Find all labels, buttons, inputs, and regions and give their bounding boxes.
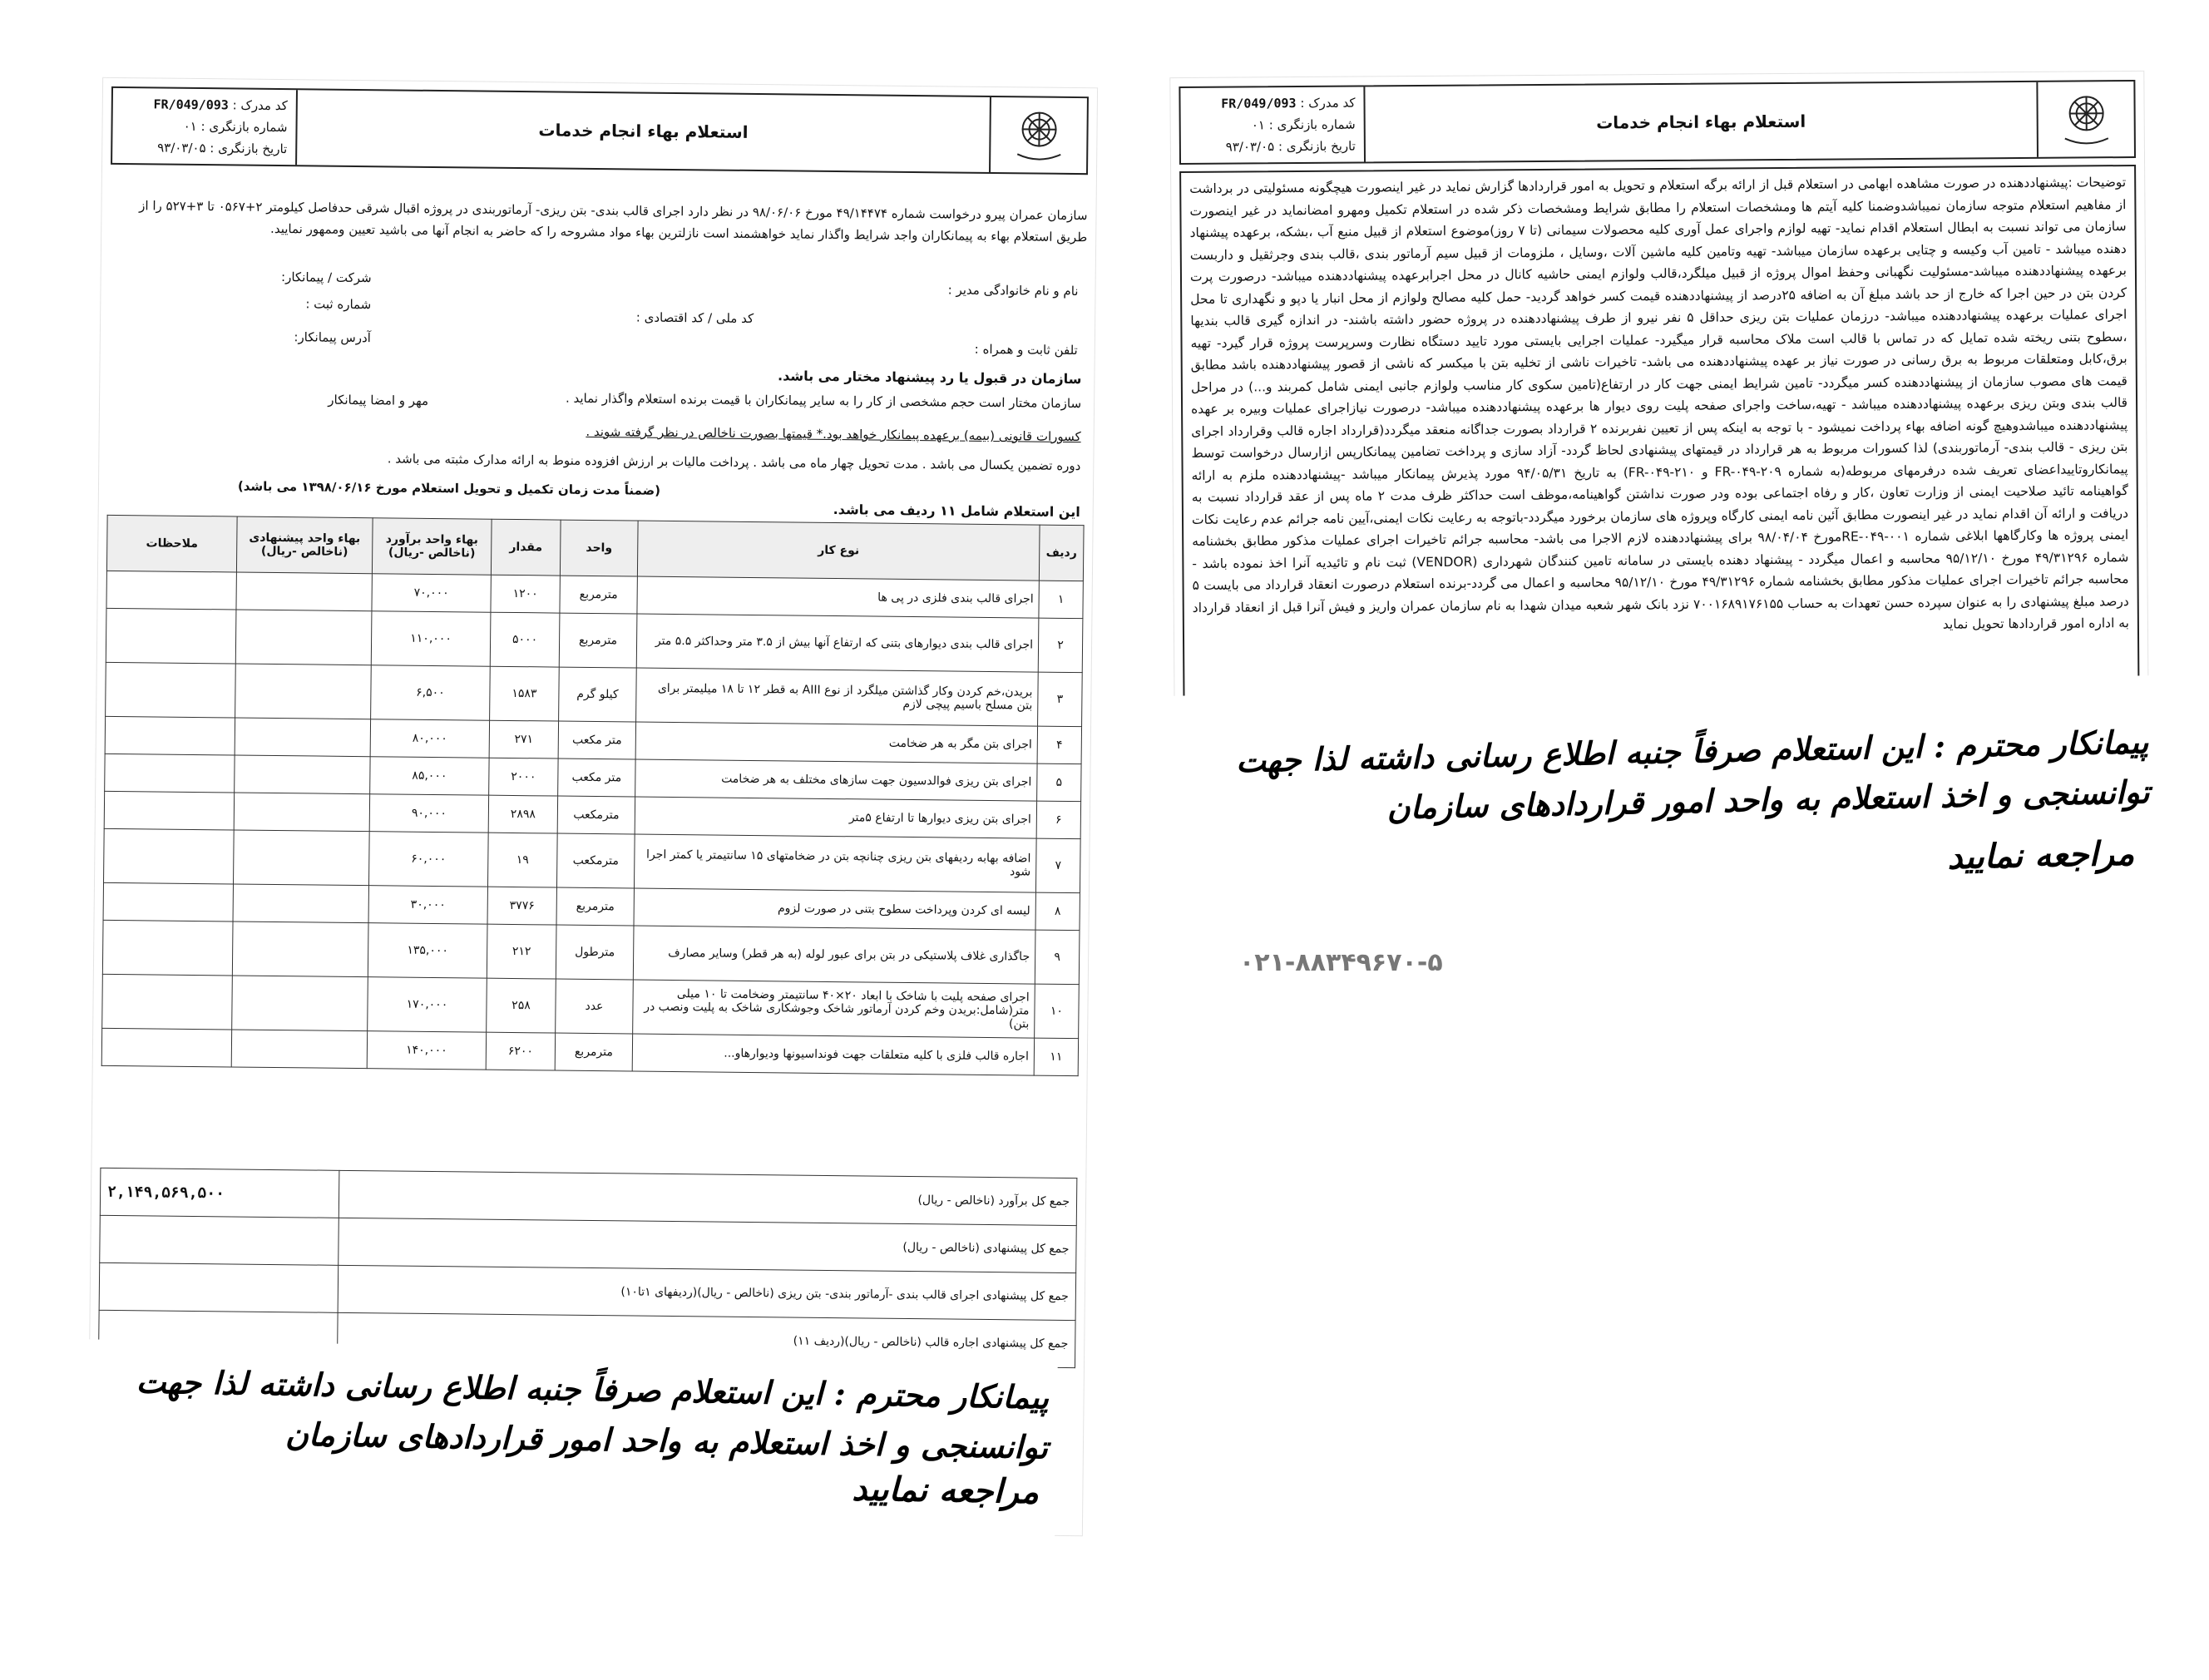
cell-row-number: ۷: [1035, 838, 1080, 893]
cell-notes: [102, 974, 233, 1030]
cell-unit: مترطول: [556, 925, 634, 980]
phone-label: تلفن ثابت و همراه :: [974, 341, 1078, 358]
sum-label: جمع کل پیشنهادی (ناخالص - ریال): [339, 1218, 1077, 1272]
cell-qty: ۲۰۰۰: [489, 758, 558, 796]
cell-notes: [104, 828, 235, 884]
form-meta-right: [1180, 86, 1364, 163]
cell-work: بریدن،خم کردن وکار گذاشتن میلگرد از نوع AIII به قطر ۱۲ تا ۱۸ میلیمتر برای بتن مسلح باسیم پیچی لازم: [636, 668, 1039, 726]
col-notes: ملاحظات: [106, 515, 237, 572]
cell-offer-price: [234, 830, 370, 886]
cell-qty: ۱۲۰۰: [491, 575, 560, 613]
col-unit: واحد: [560, 520, 638, 576]
form-header-right: [1179, 80, 2136, 165]
sums-table: [98, 1168, 1077, 1368]
right-form-sheet: [1170, 72, 2147, 723]
table-row: [102, 920, 1080, 984]
cell-qty: ۱۹: [487, 833, 557, 887]
cell-notes: [101, 1028, 231, 1067]
watermark-phone: ۰۲۱-۸۸۳۴۹۶۷۰-۵: [1239, 948, 1443, 977]
cell-row-number: ۱: [1039, 581, 1083, 619]
cell-qty: ۲۱۲: [487, 924, 556, 979]
handwritten-line1-left: پیمانکار محترم : این استعلام صرفاً جنبه اطلاع رسانی داشته لذا جهت توانسنجی و اخذ استعلام به واحد امور قراردادهای سازمان: [136, 1362, 1050, 1466]
col-est-price: بهاء واحد برآورد (ناخالص -ریال): [372, 518, 492, 575]
table-row: [106, 662, 1083, 726]
cell-offer-price: [232, 922, 368, 977]
logo-icon: [1006, 106, 1073, 165]
cell-row-number: ۱۱: [1034, 1038, 1078, 1076]
doc-code-label: کد مدرک :: [232, 97, 288, 114]
revision-label: شماره بازنگری :: [1268, 116, 1356, 133]
cell-est-price: ۸۵,۰۰۰: [370, 757, 489, 795]
handwritten-line2: مراجعه نمایید: [1946, 833, 2135, 877]
notes-paragraph: توضیحات :پیشنهاددهنده در صورت مشاهده ابهامی در استعلام قبل از ارائه برگه استعلام و تحویل به امور قراردادها گزارش نماید در غیر اینصورت هیچگونه مسئولیتی در برداشت از مفاهیم استعلام متوجه سازمان نمیباشدوضمنا کلیه آیتم ها ومشخصات استعلام را مطابق شرایط ومشخصات ذکر شده در استعلام تکمیل ومهرو امضانماید در غیر اینصورت سازمان می تواند نسبت به ابطال استعلام اقدام نماید- تهیه لوازم واجرای عمل آوری کلیه محصولات سیمانی (تا ۷ روز)موضوع استعلام از قبیل منبع آب ،بشکه، برعهده پیشنهاد دهنده میباشد - تامین آب وکیسه و چتایی برعهده سازمان میباشد- تهیه وتامین کلیه ماشین آلات ،وسایل ، ملزومات از قبیل سیم آرماتور بندی ،قالب بندی وجرثقیل و داربست برعهده پیشنهاددهنده میباشد-مسئولیت نگهبانی وحفظ اموال پروژه از قبیل میلگرد،قالب ولوازم ایمنی حاشیه کانال در محل اجرابرعهده پیشنهاددهنده میباشد- درصورت پرت کردن بتن در حین اجرا که خارج از حد باشد مبلغ آن به اضافه ۲۵درصد از پیشنهاددهنده قیمت کسر خواهد گردید- حمل کلیه مصالح ولوازم از محل انبار یا دپو و نگهداری تا محل اجرای عملیات برعهده پیشنهاددهنده میباشد- درزمان عملیات بتن ریزی حداقل ۵ نفر نیرو از طرف پیشنهاددهنده در پروژه حضور داشته باشند- در اندازه گیری قالب بندیها ،سطوح بتنی ریخته شده تمایل که در تماس با قالب است ملاک محاسبه قرار میگیرد- عملیات اجرایی بایستی مورد تایید دستگاه نظارت وسرپرست پروژه قرار گیرد- تهیه برق،کابل ومتعلقات مربوط به برق رسانی در صورت نیاز بر عهده پیشنهاددهنده می باشد- تاخیرات ناشی از تخلیه بتن با میکسر که ناشی از قصور پیشنهاددهنده باشد مطابق قیمت های مصوب سازمان از پیشنهاددهنده کسر میگردد- تامین شرایط ایمنی جهت کار در ارتفاع(تامین سکوی کار مناسب ولوازم جانبی ایمنی شامل کمربند و...) در مراحل قالب بندی وبتن ریزی برعهده پیشنهاددهنده میباشد - تهیه،ساخت واجرای صفحه پلیت روی دیوار ها برعهده پیشنهاددهنده میباشد- درصورت نیازاجرای عملیات وبیره بر عهده پیشنهاددهنده میباشدوهیچ گونه اضافه بهاء پرداخت نمیشود - با توجه به اینکه پس از تعیین نفربرنده ۲ قرارداد بصورت جداگانه منعقد میگردد(قرارداد اجاره قالب وقرارداد اجرای بتن ریزی - قالب بندی- آرماتوربندی) لذا کسورات مربوط به هر قرارداد در قیمتهای پیشنهادی لحاظ گردد- آزاد سازی و پرداخت تضامین پیمانکارپس ازارسال درخواست توسط پیمانکاروتاییداعضای تعریف شده درفرمهای مربوطه(به شماره FR-۰۴۹-۲۰۹ و FR-۰۴۹-۲۱۰) به تاریخ ۹۴/۰۵/۳۱ مورد پذیرش پیمانکار میباشد -پیشنهاددهنده ملزم به ارائه گواهینامه تائید صلاحیت ایمنی از وزارت تعاون ،کار و رفاه اجتماعی بوده ودر صورت نداشتن گواهینامه،موظف است حداکثر ظرف مدت ۲ ماه پس از عقد قرارداد نسبت به دریافت و ارائه آن اقدام نماید در غیر اینصورت مطابق آئین نامه ایمنی کارگاه وپروژه های سازمان برخورد میگردد-باتوجه به رعایت نکات ایمنی،آیین نامه جرائم عدم رعایت نکات ایمنی پروژه ها وکارگاهها ابلاغی شماره RE-۰۴۹-۰۰۱مورخ ۹۸/۰۴/۰۴ برای پیشنهاددهنده لازم الاجرا می باشد- محاسبه جرائم تاخیرات اجرای عملیات مذکور مطابق بخشنامه شماره ۴۹/۳۱۲۹۶ مورخ ۹۵/۱۲/۱۰ محاسبه و اعمال میگردد - پیشنهاد دهنده بایستی در سامانه تامین کنندگان شهرداری (VENDOR) ثبت نام و تائیدیه آنرا اخذ نموده باشد - محاسبه جرائم تاخیرات اجرای عملیات مذکور مطابق بخشنامه شماره ۴۹/۳۱۲۹۶ مورخ ۹۵/۱۲/۱۰ محاسبه و اعمال می گردد-برنده استعلام درصورت انعقاد قرارداد می بایست ۵ درصد مبلغ پیشنهادی را به عنوان سپرده حسن تعهدات به حساب ۷۰۰۱۶۸۹۱۷۶۱۵۵ نزد بانک شهر شعبه میدان شهدا به نام سازمان عمران واریز و فیش آنرا قبل از انعقاد قرارداد به اداره امور قراردادها تحویل نماید: [1179, 165, 2140, 713]
cell-est-price: ۶۰,۰۰۰: [368, 832, 488, 887]
form-header: [111, 86, 1089, 175]
cell-qty: ۲۷۱: [489, 720, 558, 758]
table-row: [106, 608, 1083, 672]
cell-row-number: ۹: [1035, 930, 1080, 985]
cell-offer-price: [233, 884, 368, 923]
cell-qty: ۲۵۸: [487, 978, 556, 1033]
cell-qty: ۲۸۹۸: [488, 795, 557, 833]
cell-notes: [106, 662, 236, 718]
cell-est-price: ۱۴۰,۰۰۰: [367, 1031, 486, 1070]
cell-row-number: ۵: [1037, 763, 1081, 802]
cell-est-price: ۱۳۵,۰۰۰: [368, 923, 487, 978]
cell-qty: ۵۰۰۰: [490, 612, 560, 667]
cell-work: لیسه ای کردن وپرداخت سطوح بتنی در صورت لزوم: [634, 888, 1035, 930]
col-row: ردیف: [1039, 525, 1084, 581]
cell-est-price: ۶,۵۰۰: [371, 665, 491, 720]
revision-number: ۰۱: [183, 118, 197, 134]
doc-code-label: کد مدرک :: [1300, 95, 1356, 111]
cell-est-price: ۷۰,۰۰۰: [372, 574, 491, 612]
cell-row-number: ۶: [1036, 801, 1080, 839]
cell-offer-price: [231, 1030, 367, 1069]
cell-notes: [102, 920, 233, 976]
cell-unit: عدد: [556, 979, 634, 1034]
cell-work: جاگذاری غلاف پلاستیکی در بتن برای عبور لوله (به هر قطر) وسایر مصارف: [633, 926, 1035, 984]
cell-row-number: ۴: [1037, 726, 1081, 764]
cell-unit: مترمربع: [560, 576, 637, 614]
deductions-line: کسورات قانونی (بیمه) برعهده پیمانکار خواهد بود.* قیمتها بصورت ناخالص در نظر گرفته شوند .: [586, 423, 1081, 445]
cell-notes: [105, 754, 235, 793]
cell-qty: ۳۷۷۶: [487, 887, 556, 925]
volume-line: سازمان مختار است حجم مشخصی از کار را به سایر پیمانکاران با قیمت برنده استعلام واگذار نماید .: [565, 390, 1082, 412]
intro-paragraph: سازمان عمران پیرو درخواست شماره ۴۹/۱۴۴۷۴ مورخ ۹۸/۰۶/۰۶ در نظر دارد اجرای قالب بندی- بتن ریزی- آرماتوربندی در پروژه اقبال شرقی حدفاصل کیلومتر ۲+۰۵۶۷ تا ۳+۵۲۷ را از طریق استعلام بهاء به پیمانکاران واجد شرایط واگذار نماید خواهشمند است نازلترین بهاء مواد مشروحه را که حاضر به انجام آنها می باشید تعیین وممهور نمایید.: [139, 198, 1088, 245]
cell-unit: مترمربع: [555, 1033, 632, 1071]
municipality-logo-right: [2036, 82, 2134, 157]
registration-label: شماره ثبت :: [305, 296, 372, 313]
left-form-sheet: [88, 78, 1097, 1535]
cell-row-number: ۸: [1035, 892, 1080, 931]
cell-notes: [103, 882, 233, 922]
cell-unit: متر مکعب: [558, 721, 635, 759]
address-label: آدرس پیمانکار:: [294, 329, 371, 346]
cell-offer-price: [235, 755, 370, 794]
col-qty: مقدار: [491, 519, 561, 576]
cell-unit: مترمکعب: [557, 796, 635, 834]
table-row: [104, 828, 1081, 892]
cell-offer-price: [236, 572, 372, 611]
cell-work: اجرای بتن ریزی فوالدسیون جهت سازهای مختلف به هر ضخامت: [635, 759, 1037, 801]
cell-qty: ۶۲۰۰: [486, 1032, 555, 1070]
cell-notes: [105, 716, 235, 755]
sum-amount: [100, 1215, 339, 1265]
cell-row-number: ۱۰: [1035, 984, 1080, 1039]
cell-offer-price: [232, 976, 368, 1031]
cell-work: اجاره قالب فلزی با کلیه متعلقات جهت فونداسیونها ودیوارهاو...: [632, 1034, 1034, 1075]
cell-unit: مترمکعب: [556, 833, 635, 888]
cell-est-price: ۳۰,۰۰۰: [368, 886, 487, 924]
cell-row-number: ۳: [1038, 672, 1083, 727]
cell-est-price: ۹۰,۰۰۰: [369, 794, 488, 833]
cell-notes: [104, 791, 234, 830]
sum-amount: ۲,۱۴۹,۵۶۹,۵۰۰: [100, 1168, 339, 1218]
revision-date-label: تاریخ بازنگری :: [1277, 138, 1356, 155]
cell-work: اضافه بهابه ردیفهای بتن ریزی چنانچه بتن در ضخامتهای ۱۵ سانتیمتر یا کمتر اجرا شود: [634, 834, 1036, 892]
choice-line: سازمان در قبول یا رد پیشنهاد مختار می باشد.: [777, 368, 1082, 388]
manager-name-label: نام و نام خانوادگی مدیر :: [947, 282, 1079, 299]
cell-unit: مترمربع: [556, 887, 634, 926]
form-title: استعلام بهاء انجام خدمات: [295, 90, 990, 172]
handwritten-line2-left: مراجعه نمایید: [852, 1469, 1040, 1512]
cell-work: اجرای بتن ریزی دیوارها تا ارتفاع ۵متر: [635, 797, 1036, 838]
revision-number: ۰۱: [1251, 117, 1266, 133]
guarantee-line: دوره تضمین یکسال می باشد . مدت تحویل چهار ماه می باشد . پرداخت مالیات بر ارزش افزوده منوط به ارائه مدارک مثبته می باشد .: [387, 451, 1081, 474]
cell-offer-price: [235, 718, 370, 757]
cell-work: اجرای قالب بندی دیوارهای بتنی که ارتفاع آنها بیش از ۳.۵ متر وحداکثر ۵.۵ متر: [636, 614, 1039, 672]
cell-offer-price: [235, 664, 372, 719]
items-table: [101, 515, 1085, 1076]
duration-line: (ضمناً مدت زمان تکمیل و تحویل استعلام مورخ ۱۳۹۸/۰۶/۱۶ می باشد): [237, 478, 661, 498]
national-id-label: کد ملی / کد اقتصادی :: [635, 309, 754, 326]
table-row: [102, 974, 1080, 1038]
cell-row-number: ۲: [1038, 618, 1083, 673]
sum-label: جمع کل پیشنهادی اجاره قالب (ناخالص - ریال)(ردیف ۱۱): [338, 1312, 1076, 1367]
logo-icon: [2053, 90, 2119, 149]
cell-notes: [106, 608, 236, 664]
municipality-logo: [989, 97, 1087, 173]
cell-est-price: ۸۰,۰۰۰: [370, 719, 489, 758]
doc-code: FR/049/093: [153, 96, 229, 113]
revision-date: ۹۳/۰۳/۰۵: [1225, 139, 1275, 155]
cell-unit: متر مکعب: [558, 758, 635, 797]
form-title-right: استعلام بهاء انجام خدمات: [1363, 82, 2037, 162]
form-meta: [112, 88, 296, 165]
company-label: شرکت / پیمانکار:: [280, 269, 372, 286]
cell-notes: [106, 571, 236, 610]
sum-label: جمع کل برآورد (ناخالص - ریال): [339, 1170, 1077, 1225]
cell-unit: کیلو گرم: [559, 667, 637, 722]
col-offer-price: بهاء واحد پیشنهادی (ناخالص -ریال): [236, 516, 373, 574]
revision-label: شماره بازنگری :: [200, 119, 288, 136]
handwritten-note-left: [32, 1338, 1058, 1547]
handwritten-line1: پیمانکار محترم : این استعلام صرفاً جنبه اطلاع رسانی داشته لذا جهت توانسنجی و اخذ استعلام به واحد امور قراردادهای سازمان: [1235, 723, 2151, 827]
sum-amount: [99, 1262, 339, 1312]
doc-code: FR/049/093: [1221, 96, 1297, 111]
cell-est-price: ۱۷۰,۰۰۰: [368, 977, 487, 1032]
cell-offer-price: [234, 793, 369, 832]
sum-label: جمع کل پیشنهادی اجرای قالب بندی -آرماتور بندی- بتن ریزی (ناخالص - ریال)(ردیفهای ۱تا۱۰): [338, 1265, 1076, 1320]
seal-signature-label: مهر و امضا پیمانکار: [328, 392, 429, 408]
cell-work: اجرای صفحه پلیت با شاخک با ابعاد ۲۰×۴۰ سانتیمتر وضخامت تا ۱۰ میلی متر(شامل:بریدن وخم کردن آرماتور شاخک وجوشکاری شاخک به پلیت ونصب در بتن): [633, 980, 1035, 1038]
revision-date: ۹۳/۰۳/۰۵: [157, 140, 206, 156]
cell-unit: مترمربع: [559, 613, 637, 668]
cell-est-price: ۱۱۰,۰۰۰: [371, 611, 491, 666]
count-line: این استعلام شامل ۱۱ ردیف می باشد.: [833, 502, 1080, 521]
cell-offer-price: [235, 610, 372, 665]
col-work: نوع کار: [637, 521, 1040, 581]
handwritten-note-right: [1116, 675, 2169, 955]
revision-date-label: تاریخ بازنگری :: [210, 141, 288, 157]
cell-work: اجرای قالب بندی فلزی در پی ها: [637, 576, 1039, 618]
cell-work: اجرای بتن مگر به هر ضخامت: [635, 722, 1037, 763]
cell-qty: ۱۵۸۳: [490, 666, 560, 721]
